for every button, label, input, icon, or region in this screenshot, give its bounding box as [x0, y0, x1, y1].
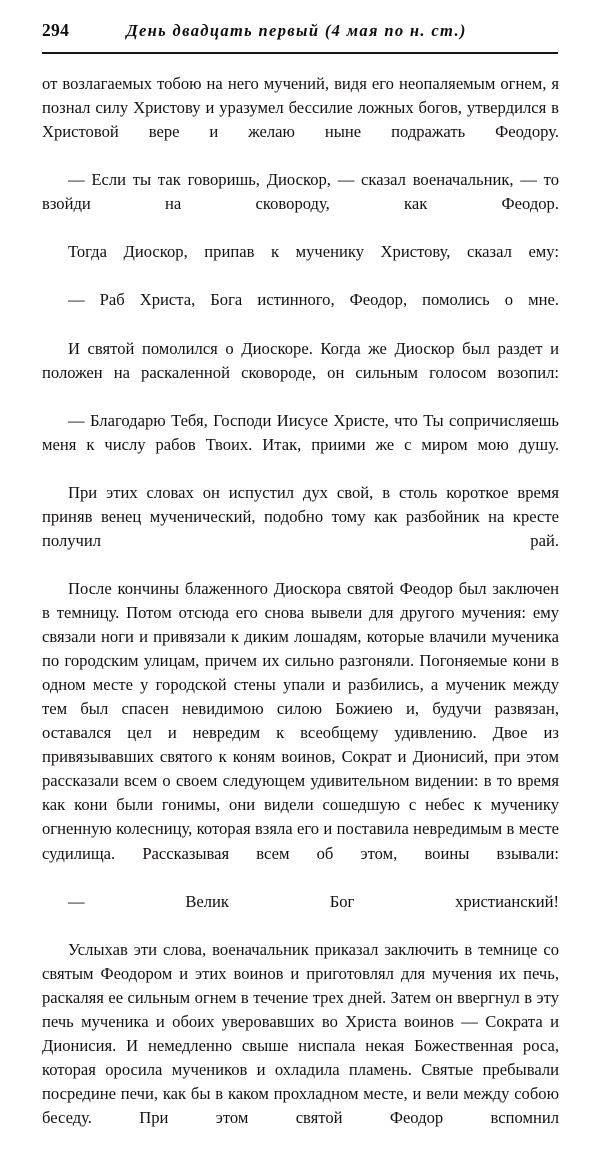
- dialogue-line: — Велик Бог христианский!: [68, 891, 559, 911]
- running-title: День двадцать первый (4 мая по н. ст.): [126, 21, 467, 40]
- paragraph: от возлагаемых тобою на него мучений, видя его неопаляемым огнем, я познал силу Христову и уразумел бессилие ложных богов, утвердился в Христовой вере и желаю ныне подражать Феодору.: [42, 74, 559, 142]
- dialogue-line: — Раб Христа, Бога истинного, Феодор, помолись о мне.: [68, 290, 559, 310]
- paragraph: После кончины блаженного Диоскора святой Феодор был заключен в темницу. Потом отсюда его снова вывели для другого мучения: ему связали ноги и привязали к диким лошадям, которые влачили мученика по городским улицам, причем их сильно разгоняли. Погоняемые кони в одном месте у городской стены упали и разбились, а мученик между тем был спасен невидимою силою Божиею и, будучи развязан, оставался цел и невредим к всеобщему удивлению. Двое из привязывавших святого к коням воинов, Сократ и Дионисий, при этом рассказали всем о своем следующем удивительном видении: в то время как кони были гонимы, они видели сошедшую с небес к мученику огненную колесницу, которая взяла его и поставила невредимым в месте судилища. Рассказывая всем об этом, воины взывали:: [42, 578, 559, 863]
- paragraph: И святой помолился о Диоскоре. Когда же Диоскор был раздет и положен на раскаленной сковороде, он сильным голосом возопил:: [42, 338, 559, 382]
- paragraph: Тогда Диоскор, припав к мученику Христову, сказал ему:: [68, 242, 559, 262]
- running-head: [42, 22, 558, 52]
- body-text-column: [42, 72, 559, 1154]
- dialogue-line: — Если ты так говоришь, Диоскор, — сказал военачальник, — то взойди на сковороду, как Феодор.: [42, 170, 559, 214]
- paragraph: Услыхав эти слова, военачальник приказал заключить в темнице со святым Феодором и этих воинов и приготовлял для мучения их печь, раскаляя ее сильным огнем в течение трех дней. Затем он ввергнул в эту печь мученика и обоих уверовавших во Христа воинов — Сократа и Дионисия. И немедленно свыше ниспала некая Божественная роса, которая оросила мучеников и охладила пламень. Святые пребывали посредине печи, как бы в каком прохладном месте, и вели между собою беседу. При этом святой Феодор вспомнил: [42, 939, 559, 1128]
- dialogue-line: — Благодарю Тебя, Господи Иисусе Христе, что Ты сопричисляешь меня к числу рабов Твоих. Итак, приими же с миром мою душу.: [42, 410, 559, 454]
- header-rule-divider: [42, 52, 558, 54]
- page-number: 294: [42, 20, 70, 40]
- paragraph: При этих словах он испустил дух свой, в столь короткое время приняв венец мученический, подобно тому как разбойник на кресте получил рай.: [42, 482, 559, 550]
